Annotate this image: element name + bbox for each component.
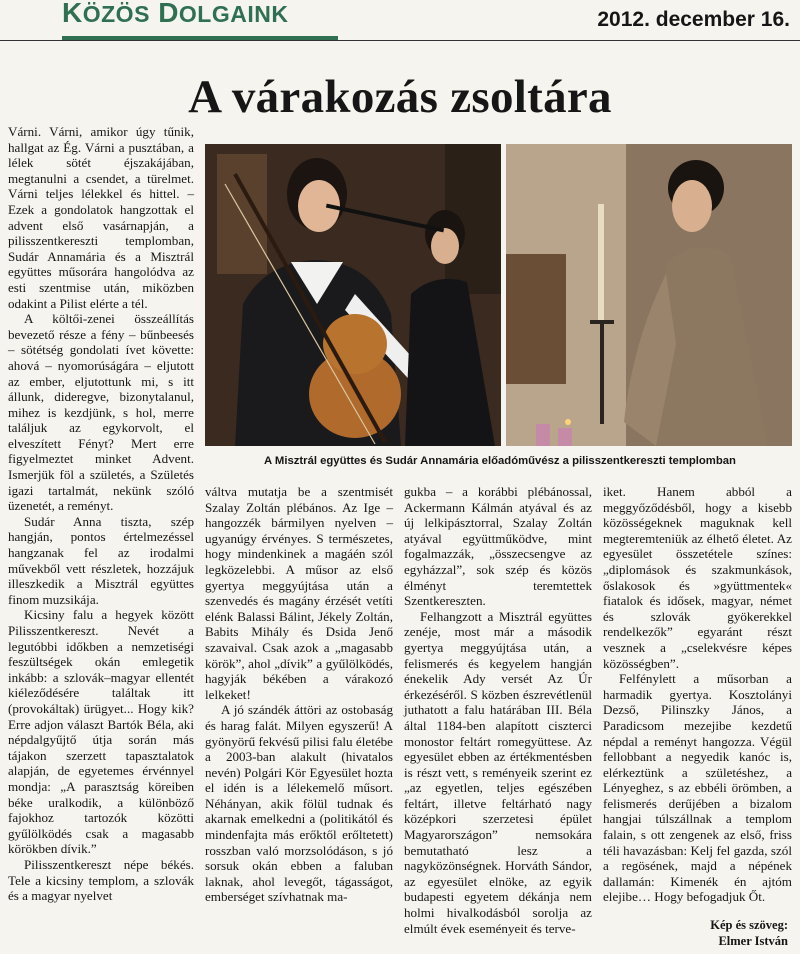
section-title — [62, 0, 288, 29]
paragraph: gukba – a korábbi plébánossal, Ackermann Kálmán atyával és az új lelkipásztorral, Szalay Zoltán atyával együttműködve, mint fogalmazzák, „összecsengve az egyházzal”, sok szép és közös élményt teremtettek Szentkereszten. — [404, 484, 592, 609]
header-divider — [0, 40, 800, 41]
page-header — [0, 0, 800, 44]
section-letter-d: D — [158, 0, 179, 28]
paragraph: váltva mutatja be a szentmisét Szalay Zoltán plébános. Az Ige – hangozzék bármilyen nyelven – ugyanúgy érvényes. S természetes, hogy mindenkinek a magáén szól legközelebbi. A műsor az első gyertya meggyújtása után a szenvedés és magány érzését vetíti elénk Balassi Bálint, Jékely Zoltán, Babits Mihály és Dsida Jenő szavaival. Csak azok a „magasabb körök”, ahol „dívik” a gyűlölködés, hagyják békében a várakozó lelkeket! — [205, 484, 393, 702]
issue-date: 2012. december 16. — [597, 8, 790, 31]
paragraph: Pilisszentkereszt népe békés. Tele a kicsiny templom, a szlovák és a magyar nyelvet — [8, 856, 194, 904]
credit-label: Kép és szöveg: — [710, 918, 788, 932]
credit-author: Elmer István — [718, 934, 788, 948]
section-letter-k: K — [62, 0, 83, 28]
section-word-rest2: OLGAINK — [178, 1, 289, 27]
performer-illustration — [506, 144, 792, 446]
article-headline: A várakozás zsoltára — [188, 71, 612, 123]
paragraph: Felfénylett a műsorban a harmadik gyertya. Kosztolányi Dezső, Pilinszky János, a Paradicsom mezejibe kezdetű népdal a reményt hangozza. Végül fellobbant a negyedik kanóc is, elérkeztünk a születéshez, a Lényeghez, s az ebbéli örömben, a felismerés derűjében a bizalom hangjai túlszállnak a templom falain, s ott zengenek az első, friss téli havazásban: Kelj fel gazda, szól a regösének, majd a népének dallamán: Kimenék én ajtóm elejibe… Hogy befogadjuk Őt. — [603, 671, 792, 905]
paragraph: A költői-zenei összeállítás bevezető része a fény – bűnbeesés – sötétség gondolati ívet követte: ahová – nyomorúságára – eljutott az ember, eljutottunk mi, s itt állunk, dideregve, bizonytalanul, mihez is kezdjünk, s hol, merre találjuk az egykorvolt, el elveszített Fényt? Mert erre figyelmeztet minket Advent. Ismerjük föl a születés, a Születés igazi tartalmát, nekünk szóló üzenetét, a reményt. — [8, 311, 194, 514]
photo-credit — [710, 917, 788, 949]
paragraph: Felhangzott a Misztrál együttes zenéje, most már a második gyertya meggyújtása után, a felismerés és kegyelem hangján énekelik Ady versét Az Úr érkezéséről. S közben észrevétlenül juthatott a falu határában III. Béla által 1184-ben alapított ciszterci monostor feltárt romegyüttese. Az egyesület ebben az értékmentésben is részt vett, s reményeik szerint ez „az egyetlen, teljes egészében feltárt, illetve feltárható nagy középkori szerzetesi épület Magyarországon” nemsokára bemutatható lesz a nagyközönségnek. Horváth Sándor, az egyesület elnöke, az egyik budapesti egyetem dékánja nem holmi hivalkodásból sorolja az elmúlt évek eseményeit és terve- — [404, 608, 592, 936]
photo-musicians — [205, 144, 501, 446]
paragraph: Sudár Anna tiszta, szép hangján, pontos értelmezéssel hangzanak fel az irodalmi művekből vett részletek, hozzájuk illeszkedik a Misztrál együttes finom muzsikája. — [8, 513, 194, 607]
article-column-4 — [603, 484, 792, 944]
article-column-3 — [404, 484, 592, 950]
paragraph: iket. Hanem abból a meggyőződésből, hogy a kisebb közösségeknek maguknak kell megteremteniük az élhető életet. Az egyesület összetétele színes: „diplomások és szakmunkások, őslakosok és »gyüttmentek« fiatalok és idősek, magyar, német és szlovák gyökerekkel rendelkezők” egyaránt részt vesznek a „cselekvésre képes közösségben”. — [603, 484, 792, 671]
paragraph: Kicsiny falu a hegyek között Pilisszentkereszt. Nevét a legutóbbi időkben a nemzetiségi feszültségek okán emlegetik inkább: a szlovák–magyar ellentét kiéleződésére találtak itt (provokáltak) ürügyet... Hogy kik? Erre adjon választ Bartók Béla, aki népdalgyűjtő útja során más tájakon szerzett tapasztalatok alapján, de egyetemes érvénnyel mondja: „A parasztság köreiben béke uralkodik, a különböző fajokhoz tartozók közötti gyűlölködés csak a magasabb körökben dívik.” — [8, 607, 194, 857]
paragraph: Várni. Várni, amikor úgy tűnik, hallgat az Ég. Várni a pusztában, a lélek sötét éjszakájában, megtanulni a csendet, a türelmet. Várni teljes lélekkel és hittel. – Ezek a gondolatok hangzottak el advent első vasárnapján, a pilisszentkereszti templomban, Sudár Annamária és a Misztrál együttes műsorára hangolódva az esti szentmise után, miközben odakint a Pilist elérte a tél. — [8, 124, 194, 311]
cellist-illustration — [205, 144, 501, 446]
article-column-1 — [8, 124, 194, 950]
paragraph: A jó szándék áttöri az ostobaság és harag falát. Milyen egyszerű! A gyönyörű fekvésű pilisi falu életébe a 2003-ban alakult (hivatalos nevén) Polgári Kör Egyesület hozta el idén is a lélekemelő műsort. Néhányan, akik fölül tudnak és akarnak emelkedni a (politikától és mindenfajta más erőktől erőltetett) rosszban való morzsolódáson, s jó sorsuk okán ebben a faluban laknak, ahol levegőt, tágasságot, emberséget szívhatnak ma- — [205, 702, 393, 905]
photo-performer — [506, 144, 792, 446]
photo-caption: A Misztrál együttes és Sudár Annamária előadóművész a pilisszentkereszti templomban — [264, 455, 736, 467]
article-column-2 — [205, 484, 393, 950]
section-word-rest: ÖZÖS — [82, 1, 150, 27]
